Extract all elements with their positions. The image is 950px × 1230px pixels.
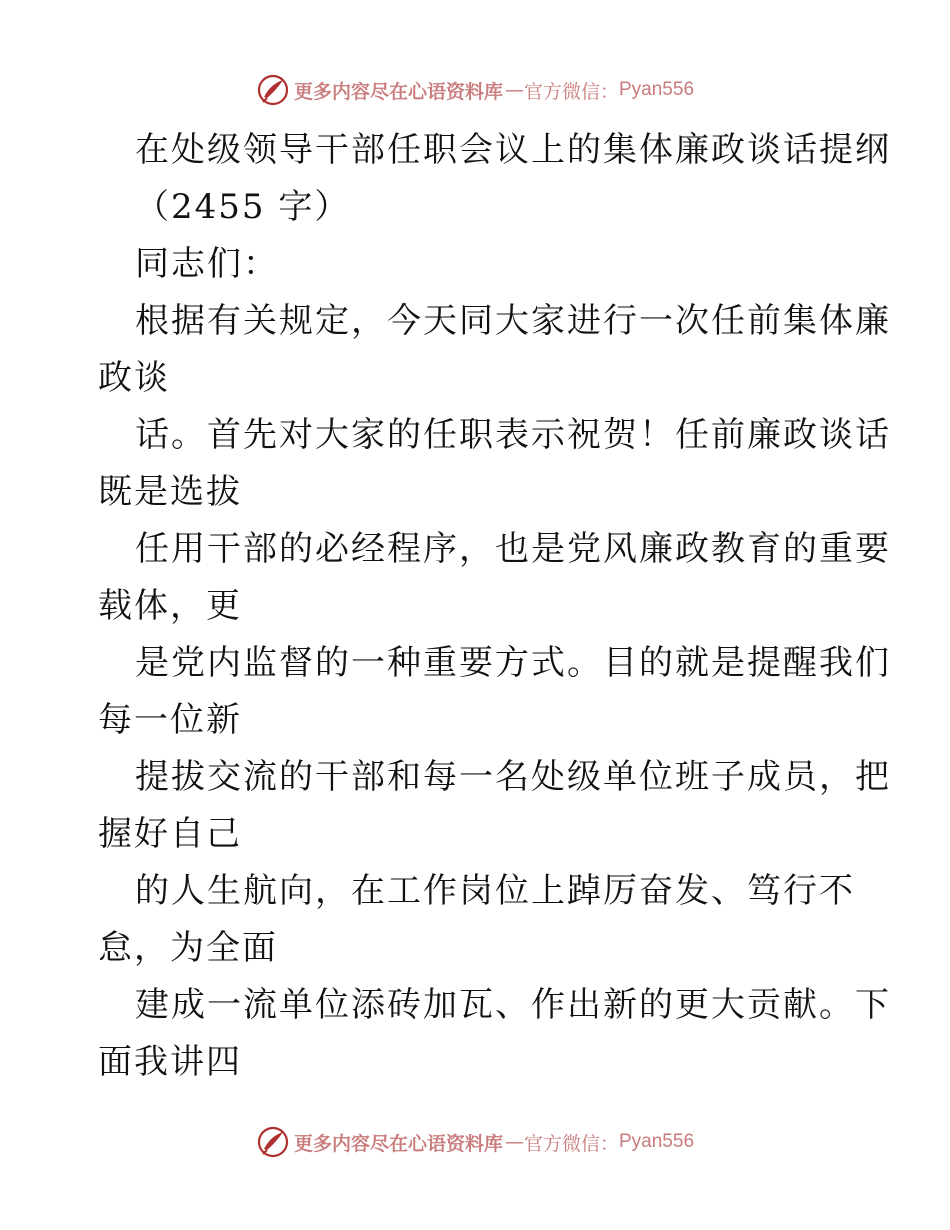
body-line: 任用干部的必经程序，也是党风廉政教育的重要 [135,529,891,569]
feather-pen-logo-icon [256,73,290,107]
body-line: 握好自己 [98,814,242,854]
banner-dash: — [504,1131,524,1153]
body-line: 既是选拔 [98,472,242,512]
body-line: 怠，为全面 [98,928,278,968]
banner-main-text: 更多内容尽在心语资料库 [293,80,503,103]
document-title: 在处级领导干部任职会议上的集体廉政谈话提纲 [135,130,891,170]
document-body [98,122,891,1091]
footer-banner [0,1122,950,1162]
body-line: 是党内监督的一种重要方式。目的就是提醒我们 [135,643,891,683]
salutation: 同志们： [135,244,279,284]
banner-wechat-id: Pyan556 [619,1131,695,1152]
feather-pen-logo-icon [256,1125,290,1159]
banner-dash: — [504,79,524,101]
body-line: 提拔交流的干部和每一名处级单位班子成员，把 [135,757,891,797]
body-line: 话。首先对大家的任职表示祝贺！任前廉政谈话 [135,415,891,455]
banner-wechat-label: 官方微信： [523,1132,619,1155]
body-line: 根据有关规定，今天同大家进行一次任前集体廉 [135,301,891,341]
body-line: 的人生航向，在工作岗位上踔厉奋发、笃行不 [135,871,855,911]
body-line: 政谈 [98,358,170,398]
banner-main-text: 更多内容尽在心语资料库 [293,1132,503,1155]
body-line: 载体，更 [98,586,242,626]
banner-wechat-label: 官方微信： [523,80,619,103]
body-line: 建成一流单位添砖加瓦、作出新的更大贡献。下 [135,985,891,1025]
header-banner [0,70,950,110]
body-line: 面我讲四 [98,1042,242,1082]
banner-wechat-id: Pyan556 [619,79,695,100]
word-count: （2455 字） [135,187,351,227]
body-line: 每一位新 [98,700,242,740]
